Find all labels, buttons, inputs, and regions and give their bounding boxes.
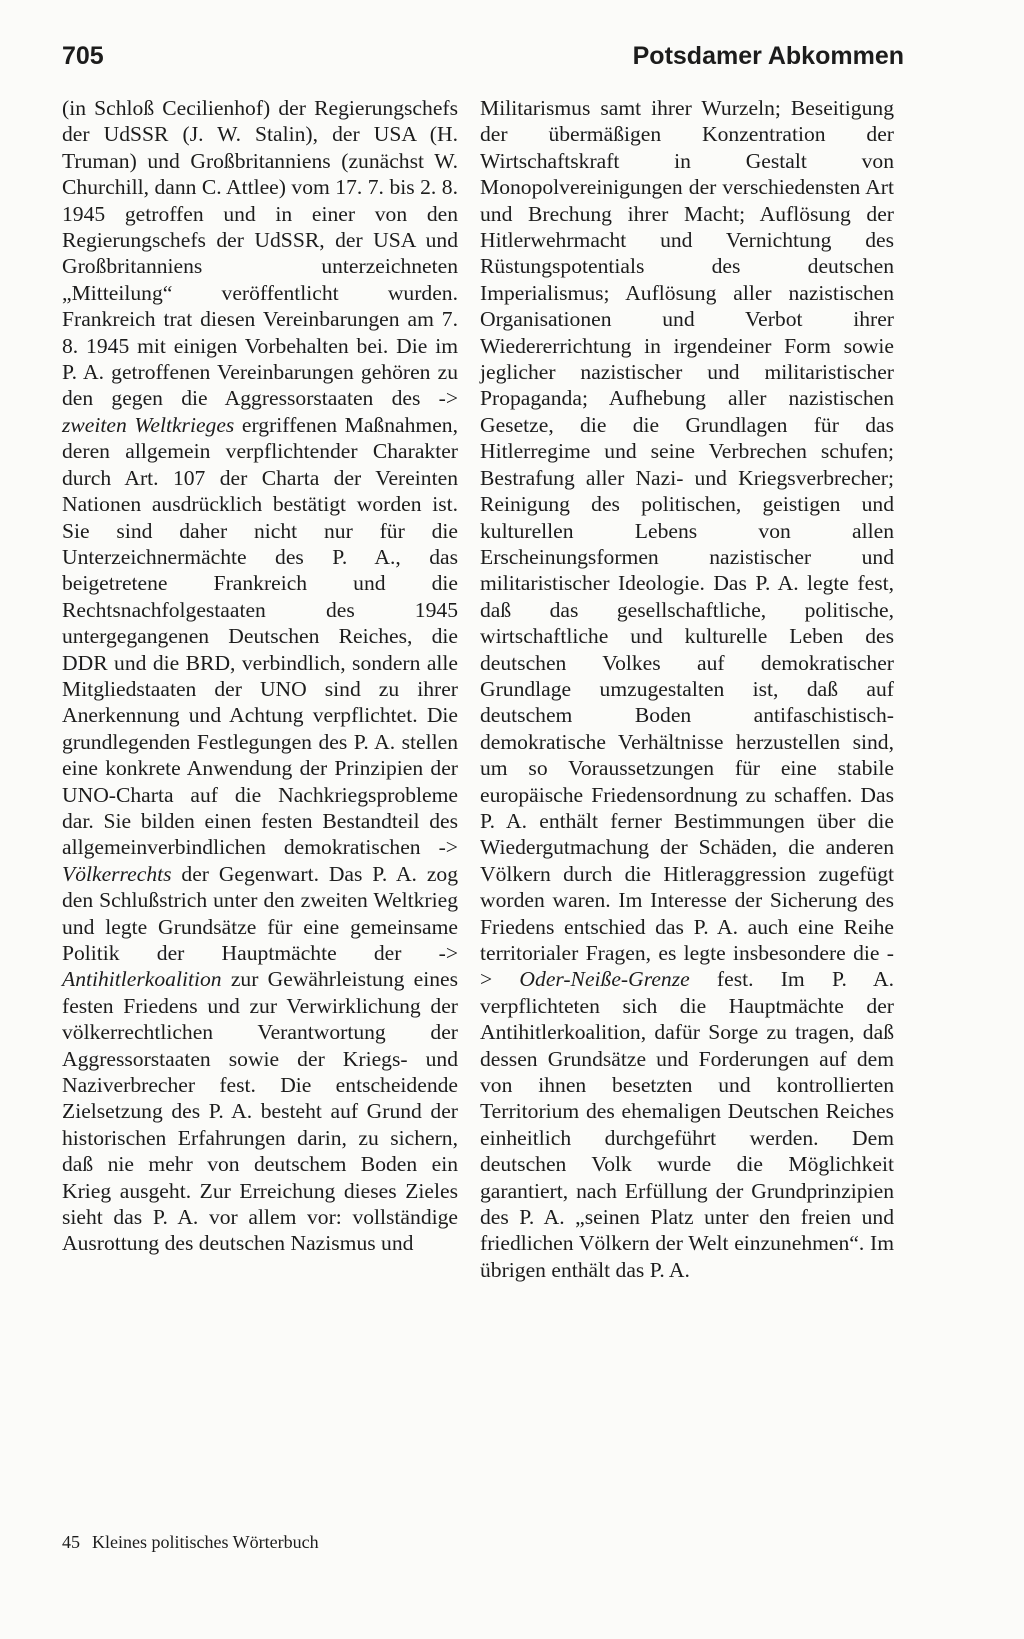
cross-reference-arrow: -> [438,386,459,411]
left-paragraph [62,95,458,1257]
right-column [480,95,894,1283]
footer-signature: 45 [62,1532,80,1552]
cross-reference-arrow: -> [438,941,458,965]
right-paragraph [480,95,894,1283]
right-text-2: fest. Im P. A. verpflichteten sich die Hauptmächte der Antihitlerkoalition, dafür Sorge zu tragen, daß dessen Grundsätze und Forderungen auf dem von ihnen besetzten und kontrollierten Territorium des ehemaligen Deutschen Reiches einheitlich durchgeführt werden. Dem deutschen Volk wurde die Möglichkeit garantiert, nach Erfüllung der Grundprinzipien des P. A. „seinen Platz unter den freien und friedlichen Völkern der Welt einzunehmen“. Im übrigen enthält das P. A. [480,967,894,1282]
cross-reference-arrow: -> [480,941,894,992]
cross-reference-arrow: -> [438,835,458,860]
cross-reference-oder-neisse-grenze[interactable]: Oder-Neiße-Grenze [519,967,690,992]
left-column [62,95,458,1257]
footer-book-title: Kleines politisches Wörterbuch [92,1532,319,1552]
footer [62,1532,319,1553]
cross-reference-voelkerrecht[interactable]: Völkerrechts [62,861,172,886]
left-text-4: zur Gewährleistung eines festen Friedens und zur Verwirklichung der völkerrechtlichen Verantwortung der Aggressorstaaten sowie der Kriegs- und Naziverbrecher fest. Die entscheidende Zielsetzung des P. A. besteht auf Grund der historischen Erfahrungen darin, zu sichern, daß nie mehr von deutschem Boden ein Krieg ausgeht. Zur Erreichung dieses Zieles sieht das P. A. vor allem vor: vollständige Ausrottung des deutschen Nazismus und [62,967,458,1256]
cross-reference-antihitlerkoalition[interactable]: Antihitlerkoalition [62,967,222,992]
running-head: Potsdamer Abkommen [632,42,904,70]
cross-reference-zweiter-weltkrieg[interactable]: zweiten Weltkrieges [62,412,235,437]
right-text-1: Militarismus samt ihrer Wurzeln; Beseitigung der übermäßigen Konzentration der Wirtschaftskraft in Gestalt von Monopolvereinigungen der verschiedensten Art und Brechung ihrer Macht; Auflösung der Hitlerwehrmacht und Vernichtung des Rüstungspotentials des deutschen Imperialismus; Auflösung aller nazistischen Organisationen und Verbot ihrer Wiedererrichtung in irgendeiner Form sowie jeglicher nazistischer und militaristischer Propaganda; Aufhebung aller nazistischen Gesetze, die die Grundlagen für das Hitlerregime und seine Verbrechen schufen; Bestrafung aller Nazi- und Kriegsverbrecher; Reinigung des politischen, geistigen und kulturellen Lebens von allen Erscheinungsformen nazistischer und militaristischer Ideologie. Das P. A. legte fest, daß das gesellschaftliche, politische, wirtschaftliche und kulturelle Leben des deutschen Volkes auf demokratischer Grundlage umzugestalten ist, daß auf deutschem Boden antifaschistisch-demokratische Verhältnisse herzustellen sind, um so Voraussetzungen für eine stabile europäische Friedensordnung zu schaffen. Das P. A. enthält ferner Bestimmungen über die Wiedergutmachung der Schäden, die anderen Völkern durch die Hitleraggression zugefügt worden waren. Im Interesse der Sicherung des Friedens entschied das P. A. auch eine Reihe territorialer Fragen, es legte insbesondere die [480,96,894,965]
left-text-1: (in Schloß Cecilienhof) der Regierungschefs der UdSSR (J. W. Stalin), der USA (H. Truman) und Großbritanniens (zunächst W. Churchill, dann C. Attlee) vom 17. 7. bis 2. 8. 1945 getroffen und in einer von den Regierungschefs der UdSSR, der USA und Großbritanniens unterzeichneten „Mitteilung“ veröffentlicht wurden. Frankreich trat diesen Vereinbarungen am 7. 8. 1945 mit einigen Vorbehalten bei. Die im P. A. getroffenen Vereinbarungen gehören zu den gegen die Aggressorstaaten des [62,96,458,411]
page-number: 705 [62,42,104,70]
left-text-3: der Gegenwart. Das P. A. zog den Schlußstrich unter den zweiten Weltkrieg und legte Grundsätze für eine gemeinsame Politik der Hauptmächte der [62,861,459,965]
left-text-2: ergriffenen Maßnahmen, deren allgemein verpflichtender Charakter durch Art. 107 der Charta der Vereinten Nationen ausdrücklich bestätigt worden ist. Sie sind daher nicht nur für die Unterzeichnermächte des P. A., das beigetretene Frankreich und die Rechtsnachfolgestaaten des 1945 untergegangenen Deutschen Reiches, die DDR und die BRD, verbindlich, sondern alle Mitgliedstaaten der UNO sind zu ihrer Anerkennung und Achtung verpflichtet. Die grundlegenden Festlegungen des P. A. stellen eine konkrete Anwendung der Prinzipien der UNO-Charta auf die Nachkriegsprobleme dar. Sie bilden einen festen Bestandteil des allgemeinverbindlichen demokratischen [62,412,458,860]
